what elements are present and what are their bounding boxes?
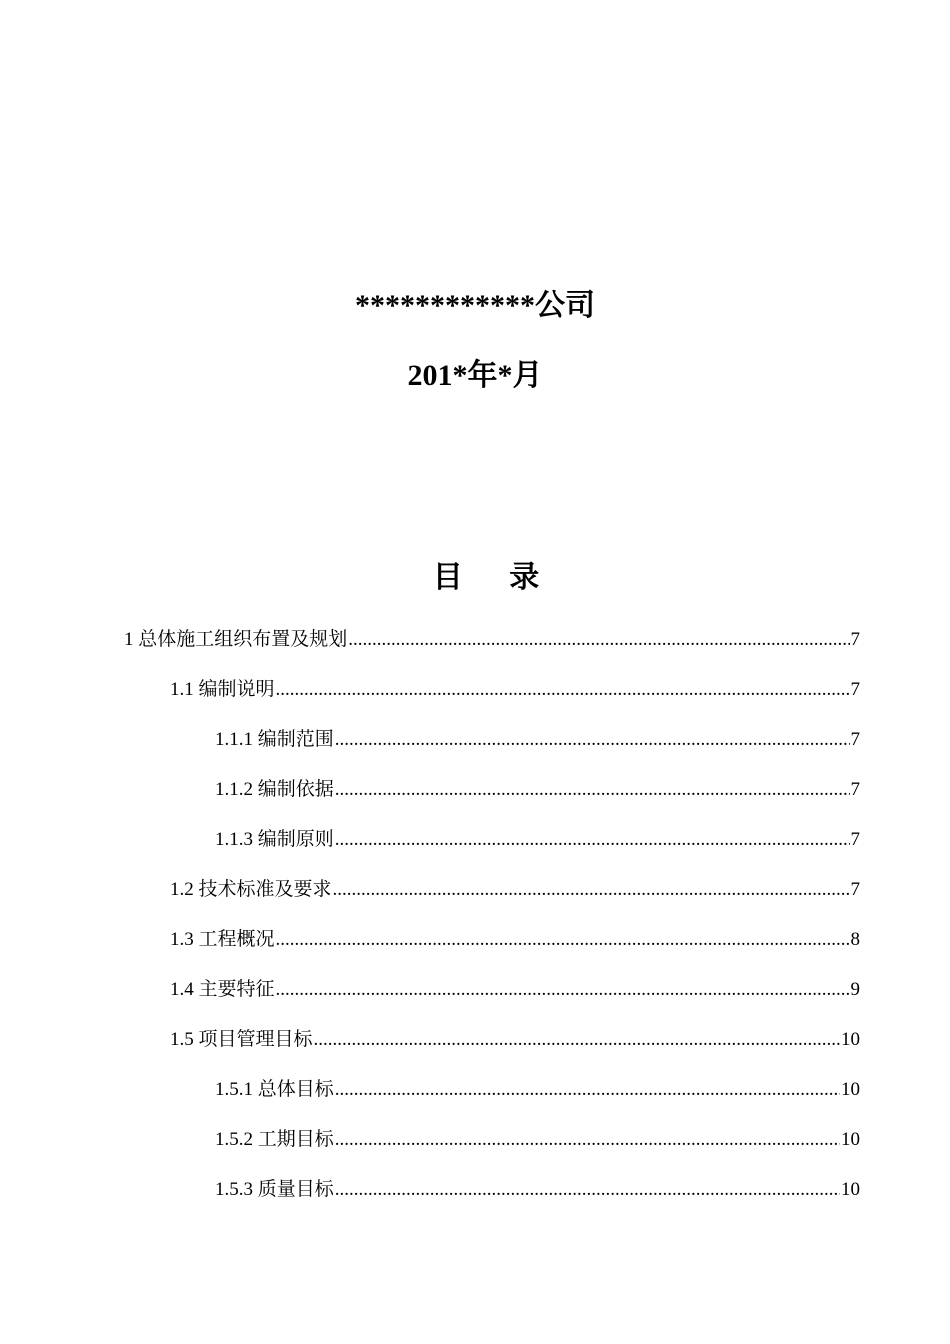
toc-entry-label: 1.2 技术标准及要求 [170,879,332,900]
toc-entry-page: 7 [850,829,860,850]
toc-leader-dots [335,1176,840,1204]
toc-entry-page: 7 [850,629,860,650]
toc-entry[interactable] [215,1176,860,1204]
toc-entry-label: 1.5.1 总体目标 [215,1079,334,1100]
toc-entry-label: 1.4 主要特征 [170,979,275,1000]
toc-leader-dots [335,726,850,754]
toc-entry-label: 1 总体施工组织布置及规划 [124,629,348,650]
toc-leader-dots [276,926,850,954]
toc-leader-dots [335,1126,840,1154]
toc-entry[interactable] [170,976,860,1004]
toc-entry-page: 8 [850,929,860,950]
toc-entry[interactable] [215,1076,860,1104]
toc-leader-dots [335,776,850,804]
toc-entry-page: 9 [850,979,860,1000]
document-date: 201*年*月 [407,359,543,392]
toc-entry[interactable] [170,1026,860,1054]
toc-entry[interactable] [215,1126,860,1154]
toc-entry-page: 10 [841,1029,860,1050]
toc-entry-label: 1.5.2 工期目标 [215,1129,334,1150]
toc-entry[interactable] [170,676,860,704]
toc-entry-page: 7 [850,779,860,800]
company-name: ************公司 [355,289,595,322]
toc-entry-page: 7 [850,729,860,750]
toc-entry[interactable] [170,926,860,954]
toc-entry-label: 1.5.3 质量目标 [215,1179,334,1200]
toc-entry-page: 7 [850,679,860,700]
toc-entry-page: 7 [850,879,860,900]
toc-entry[interactable] [170,876,860,904]
toc-entry-label: 1.1.2 编制依据 [215,779,334,800]
toc-entry-label: 1.1.1 编制范围 [215,729,334,750]
toc-leader-dots [335,1076,840,1104]
toc-entry[interactable] [215,826,860,854]
toc-entry[interactable] [215,726,860,754]
toc-entry-label: 1.1.3 编制原则 [215,829,334,850]
toc-entry[interactable] [124,626,860,654]
toc-leader-dots [335,826,850,854]
toc-entry-label: 1.5 项目管理目标 [170,1029,313,1050]
toc-entry-label: 1.3 工程概况 [170,929,275,950]
toc-leader-dots [276,676,850,704]
toc-entry-page: 10 [841,1079,860,1100]
toc-entry-label: 1.1 编制说明 [170,679,275,700]
toc-entry[interactable] [215,776,860,804]
toc-leader-dots [348,626,849,654]
toc-entry-page: 10 [841,1179,860,1200]
toc-title: 目 录 [432,560,558,595]
toc-leader-dots [276,976,850,1004]
toc-entry-page: 10 [841,1129,860,1150]
toc-leader-dots [314,1026,840,1054]
toc-leader-dots [333,876,850,904]
